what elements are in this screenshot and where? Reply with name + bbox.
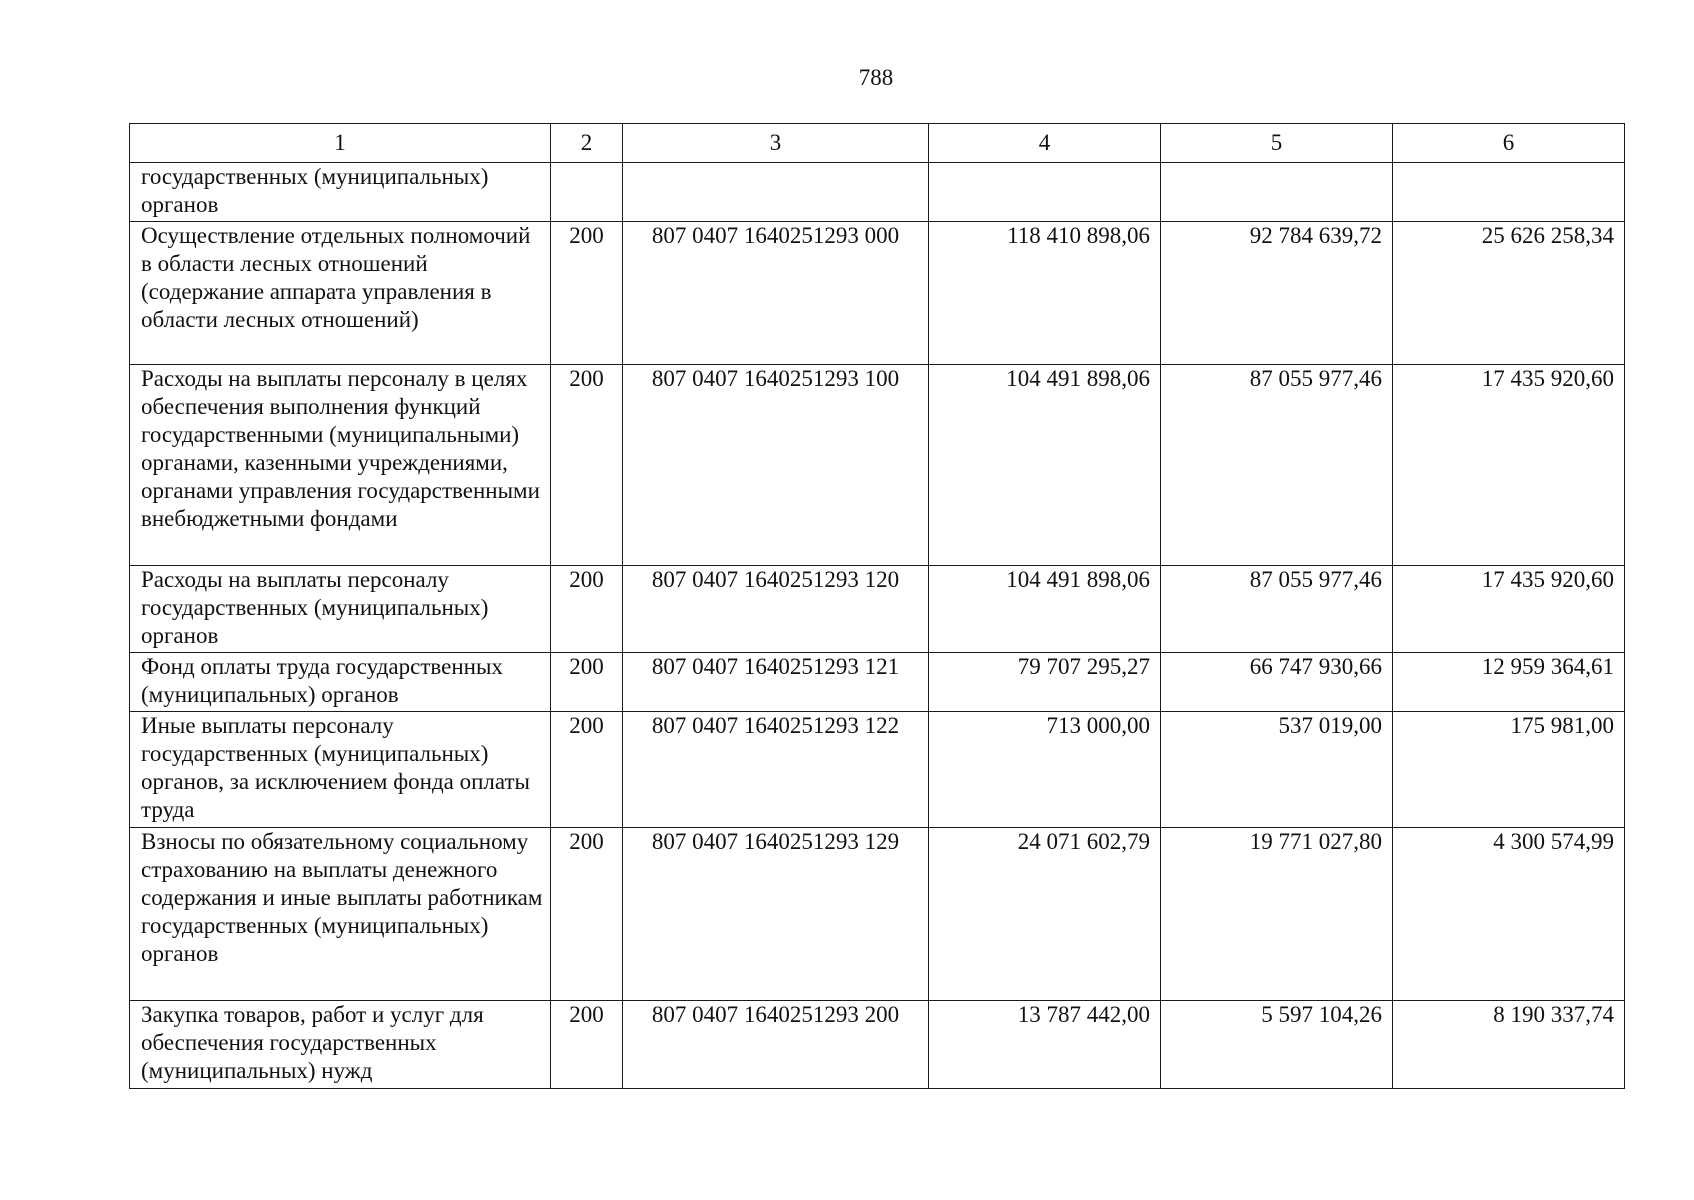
amount-col6-cell: 4 300 574,99	[1393, 828, 1625, 1001]
column-header-4: 4	[929, 124, 1161, 163]
budget-code-cell: 807 0407 1640251293 121	[623, 653, 929, 712]
table-header-row	[130, 124, 1625, 163]
table-row	[130, 828, 1625, 1001]
amount-col6-cell: 175 981,00	[1393, 712, 1625, 828]
column-header-5: 5	[1161, 124, 1393, 163]
amount-col6-cell: 8 190 337,74	[1393, 1001, 1625, 1089]
amount-col4-cell: 713 000,00	[929, 712, 1161, 828]
table-row	[130, 365, 1625, 566]
item-name-cell: Закупка товаров, работ и услуг для обеспечения государственных (муниципальных) нужд	[130, 1001, 551, 1089]
column-2-cell: 200	[551, 566, 623, 653]
amount-col4-cell: 79 707 295,27	[929, 653, 1161, 712]
amount-col6-cell: 25 626 258,34	[1393, 222, 1625, 365]
amount-col4-cell: 118 410 898,06	[929, 222, 1161, 365]
table-row	[130, 566, 1625, 653]
table-row	[130, 653, 1625, 712]
table-row	[130, 163, 1625, 222]
table-row	[130, 222, 1625, 365]
amount-col5-cell: 92 784 639,72	[1161, 222, 1393, 365]
amount-col6-cell: 17 435 920,60	[1393, 365, 1625, 566]
column-header-3: 3	[623, 124, 929, 163]
column-2-cell	[551, 163, 623, 222]
amount-col6-cell: 17 435 920,60	[1393, 566, 1625, 653]
budget-code-cell: 807 0407 1640251293 120	[623, 566, 929, 653]
item-name-cell: Осуществление отдельных полномочий в области лесных отношений (содержание аппарата управления в области лесных отношений)	[130, 222, 551, 365]
table-row	[130, 712, 1625, 828]
column-header-2: 2	[551, 124, 623, 163]
budget-code-cell: 807 0407 1640251293 000	[623, 222, 929, 365]
amount-col5-cell	[1161, 163, 1393, 222]
budget-code-cell	[623, 163, 929, 222]
page-number: 788	[858, 65, 894, 90]
column-2-cell: 200	[551, 712, 623, 828]
budget-table	[129, 123, 1625, 1089]
column-2-cell: 200	[551, 828, 623, 1001]
column-2-cell: 200	[551, 222, 623, 365]
table-row	[130, 1001, 1625, 1089]
budget-code-cell: 807 0407 1640251293 200	[623, 1001, 929, 1089]
amount-col4-cell: 24 071 602,79	[929, 828, 1161, 1001]
item-name-cell: Фонд оплаты труда государственных (муниципальных) органов	[130, 653, 551, 712]
item-name-cell: государственных (муниципальных) органов	[130, 163, 551, 222]
budget-code-cell: 807 0407 1640251293 122	[623, 712, 929, 828]
item-name-cell: Расходы на выплаты персоналу государственных (муниципальных) органов	[130, 566, 551, 653]
budget-code-cell: 807 0407 1640251293 129	[623, 828, 929, 1001]
column-header-1: 1	[130, 124, 551, 163]
amount-col5-cell: 87 055 977,46	[1161, 365, 1393, 566]
amount-col6-cell: 12 959 364,61	[1393, 653, 1625, 712]
amount-col4-cell: 13 787 442,00	[929, 1001, 1161, 1089]
column-2-cell: 200	[551, 653, 623, 712]
amount-col5-cell: 5 597 104,26	[1161, 1001, 1393, 1089]
amount-col5-cell: 537 019,00	[1161, 712, 1393, 828]
column-2-cell: 200	[551, 1001, 623, 1089]
amount-col4-cell	[929, 163, 1161, 222]
item-name-cell: Расходы на выплаты персоналу в целях обеспечения выполнения функций государственными (муниципальными) органами, казенными учреждениями, органами управления государственными внебюджетными фондами	[130, 365, 551, 566]
amount-col5-cell: 66 747 930,66	[1161, 653, 1393, 712]
amount-col6-cell	[1393, 163, 1625, 222]
item-name-cell: Иные выплаты персоналу государственных (муниципальных) органов, за исключением фонда оплаты труда	[130, 712, 551, 828]
item-name-cell: Взносы по обязательному социальному страхованию на выплаты денежного содержания и иные выплаты работникам государственных (муниципальных) органов	[130, 828, 551, 1001]
amount-col4-cell: 104 491 898,06	[929, 365, 1161, 566]
amount-col4-cell: 104 491 898,06	[929, 566, 1161, 653]
budget-code-cell: 807 0407 1640251293 100	[623, 365, 929, 566]
amount-col5-cell: 19 771 027,80	[1161, 828, 1393, 1001]
column-2-cell: 200	[551, 365, 623, 566]
amount-col5-cell: 87 055 977,46	[1161, 566, 1393, 653]
column-header-6: 6	[1393, 124, 1625, 163]
